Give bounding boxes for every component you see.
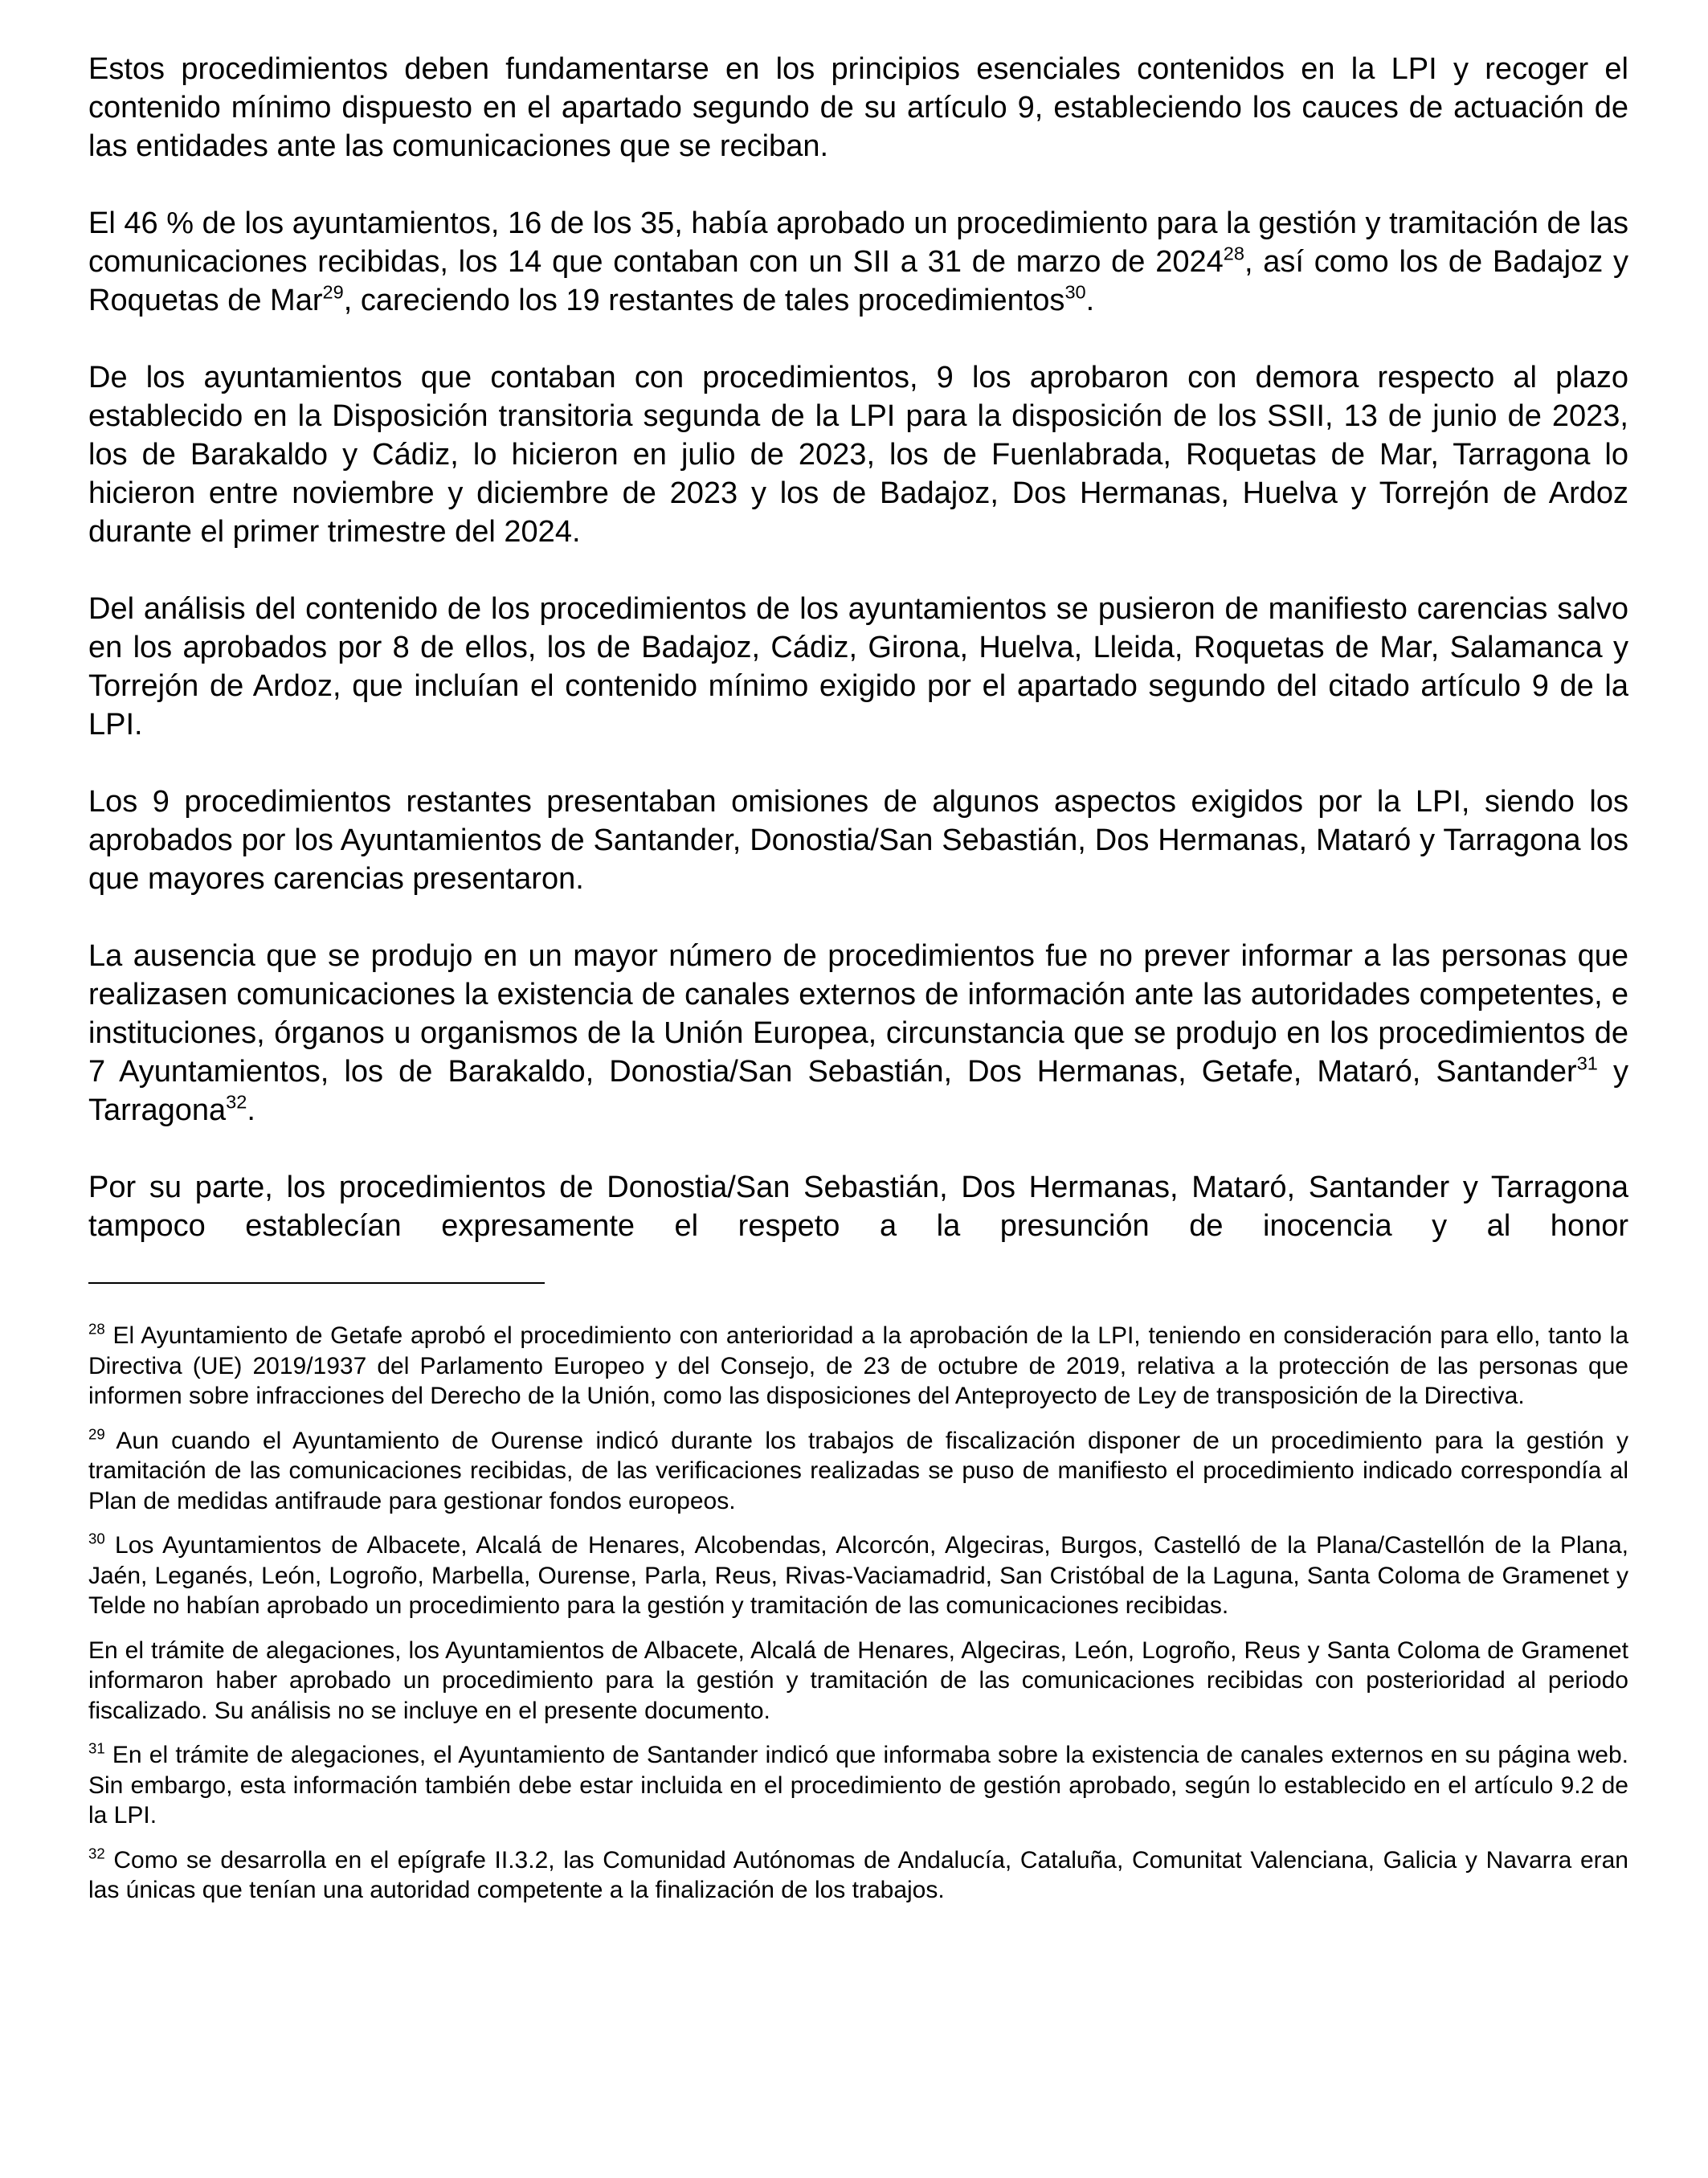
footnote-31: [88, 1740, 1628, 1831]
footnote-number: 30: [88, 1530, 105, 1547]
paragraph-text: .: [1085, 284, 1095, 317]
paragraph-text: La ausencia que se produjo en un mayor número de procedimientos fue no prever informar a las personas que realizasen comunicaciones la existencia de canales externos de información ante las autoridades competentes, e instituciones, órganos u organismos de la Unión Europea, circunstancia que se produjo en los procedimientos de 7 Ayuntamientos, los de Barakaldo, Donostia/San Sebastián, Dos Hermanas, Getafe, Mataró, Santander: [88, 939, 1628, 1089]
footnote-number: 29: [88, 1424, 105, 1442]
document-page: [88, 50, 1628, 1920]
footnote-number: 28: [88, 1320, 105, 1338]
body-paragraph-6: [88, 937, 1628, 1130]
footnote-32: [88, 1845, 1628, 1906]
paragraph-text: El 46 % de los ayuntamientos, 16 de los 35, había aprobado un procedimiento para la gestión y tramitación de las comunicaciones recibidas, los 14 que contaban con un SII a 31 de marzo de 2024: [88, 206, 1628, 279]
footnote-28: [88, 1321, 1628, 1412]
paragraph-text: , careciendo los 19 restantes de tales procedimientos: [343, 284, 1065, 317]
body-paragraph-5: Los 9 procedimientos restantes presentaban omisiones de algunos aspectos exigidos por la LPI, siendo los aprobados por los Ayuntamientos de Santander, Donostia/San Sebastián, Dos Hermanas, Mataró y Tarragona los que mayores carencias presentaron.: [88, 785, 1628, 896]
footnote-number: 31: [88, 1739, 105, 1757]
footnote-ref-29[interactable]: 29: [322, 281, 344, 303]
footnote-text: En el trámite de alegaciones, el Ayuntamiento de Santander indicó que informaba sobre la existencia de canales externos en su página web. Sin embargo, esta información también debe estar incluida en el procedimiento de gestión aprobado, según lo establecido en el artículo 9.2 de la LPI.: [88, 1742, 1628, 1829]
footnote-29: [88, 1426, 1628, 1517]
footnote-ref-28[interactable]: 28: [1223, 243, 1244, 264]
footnote-number: 32: [88, 1844, 105, 1861]
footnote-ref-31[interactable]: 31: [1576, 1052, 1598, 1074]
body-paragraph-3: De los ayuntamientos que contaban con procedimientos, 9 los aprobaron con demora respecto al plazo establecido en la Disposición transitoria segunda de la LPI para la disposición de los SSII, 13 de junio de 2023, los de Barakaldo y Cádiz, lo hicieron en julio de 2023, los de Fuenlabrada, Roquetas de Mar, Tarragona lo hicieron entre noviembre y diciembre de 2023 y los de Badajoz, Dos Hermanas, Huelva y Torrejón de Ardoz durante el primer trimestre del 2024.: [88, 361, 1628, 549]
footnotes: [88, 1321, 1628, 1906]
footnote-text: Los Ayuntamientos de Albacete, Alcalá de Henares, Alcobendas, Alcorcón, Algeciras, Burgos, Castelló de la Plana/Castellón de la Plana, Jaén, Leganés, León, Logroño, Marbella, Ourense, Parla, Reus, Rivas-Vaciamadrid, San Cristóbal de la Laguna, Santa Coloma de Gramenet y Telde no habían aprobado un procedimiento para la gestión y tramitación de las comunicaciones recibidas.: [88, 1532, 1628, 1619]
footnote-30-continuation: [88, 1636, 1628, 1726]
paragraph-text: y Tarragona: [88, 1055, 1628, 1127]
footnote-ref-30[interactable]: 30: [1064, 281, 1086, 303]
body-paragraph-7: Por su parte, los procedimientos de Donostia/San Sebastián, Dos Hermanas, Mataró, Santander y Tarragona tampoco establecían expresamente el respeto a la presunción de inocencia y al honor: [88, 1171, 1628, 1243]
paragraph-text: , así como los de Badajoz y Roquetas de Mar: [88, 245, 1628, 317]
paragraph-text: .: [247, 1093, 255, 1127]
footnote-30: [88, 1530, 1628, 1621]
footnote-separator: [88, 1282, 545, 1284]
footnote-text: Aun cuando el Ayuntamiento de Ourense indicó durante los trabajos de fiscalización disponer de un procedimiento para la gestión y tramitación de las comunicaciones recibidas, de las verificaciones realizadas se puso de manifiesto el procedimiento indicado correspondía al Plan de medidas antifraude para gestionar fondos europeos.: [88, 1427, 1628, 1514]
footnote-text: En el trámite de alegaciones, los Ayuntamientos de Albacete, Alcalá de Henares, Algeciras, León, Logroño, Reus y Santa Coloma de Gramenet informaron haber aprobado un procedimiento para la gestión y tramitación de las comunicaciones recibidas con posterioridad al periodo fiscalizado. Su análisis no se incluye en el presente documento.: [88, 1637, 1628, 1724]
footnote-text: El Ayuntamiento de Getafe aprobó el procedimiento con anterioridad a la aprobación de la LPI, teniendo en consideración para ello, tanto la Directiva (UE) 2019/1937 del Parlamento Europeo y del Consejo, de 23 de octubre de 2019, relativa a la protección de las personas que informen sobre infracciones del Derecho de la Unión, como las disposiciones del Anteproyecto de Ley de transposición de la Directiva.: [88, 1322, 1628, 1409]
footnote-text: Como se desarrolla en el epígrafe II.3.2, las Comunidad Autónomas de Andalucía, Cataluña, Comunitat Valenciana, Galicia y Navarra eran las únicas que tenían una autoridad competente a la finalización de los trabajos.: [88, 1846, 1628, 1903]
body-paragraph-1: Estos procedimientos deben fundamentarse en los principios esenciales contenidos en la LPI y recoger el contenido mínimo dispuesto en el apartado segundo de su artículo 9, estableciendo los cauces de actuación de las entidades ante las comunicaciones que se reciban.: [88, 52, 1628, 163]
body-paragraph-4: Del análisis del contenido de los procedimientos de los ayuntamientos se pusieron de manifiesto carencias salvo en los aprobados por 8 de ellos, los de Badajoz, Cádiz, Girona, Huelva, Lleida, Roquetas de Mar, Salamanca y Torrejón de Ardoz, que incluían el contenido mínimo exigido por el apartado segundo del citado artículo 9 de la LPI.: [88, 592, 1628, 742]
body-paragraph-2: [88, 204, 1628, 320]
footnote-ref-32[interactable]: 32: [226, 1091, 247, 1113]
